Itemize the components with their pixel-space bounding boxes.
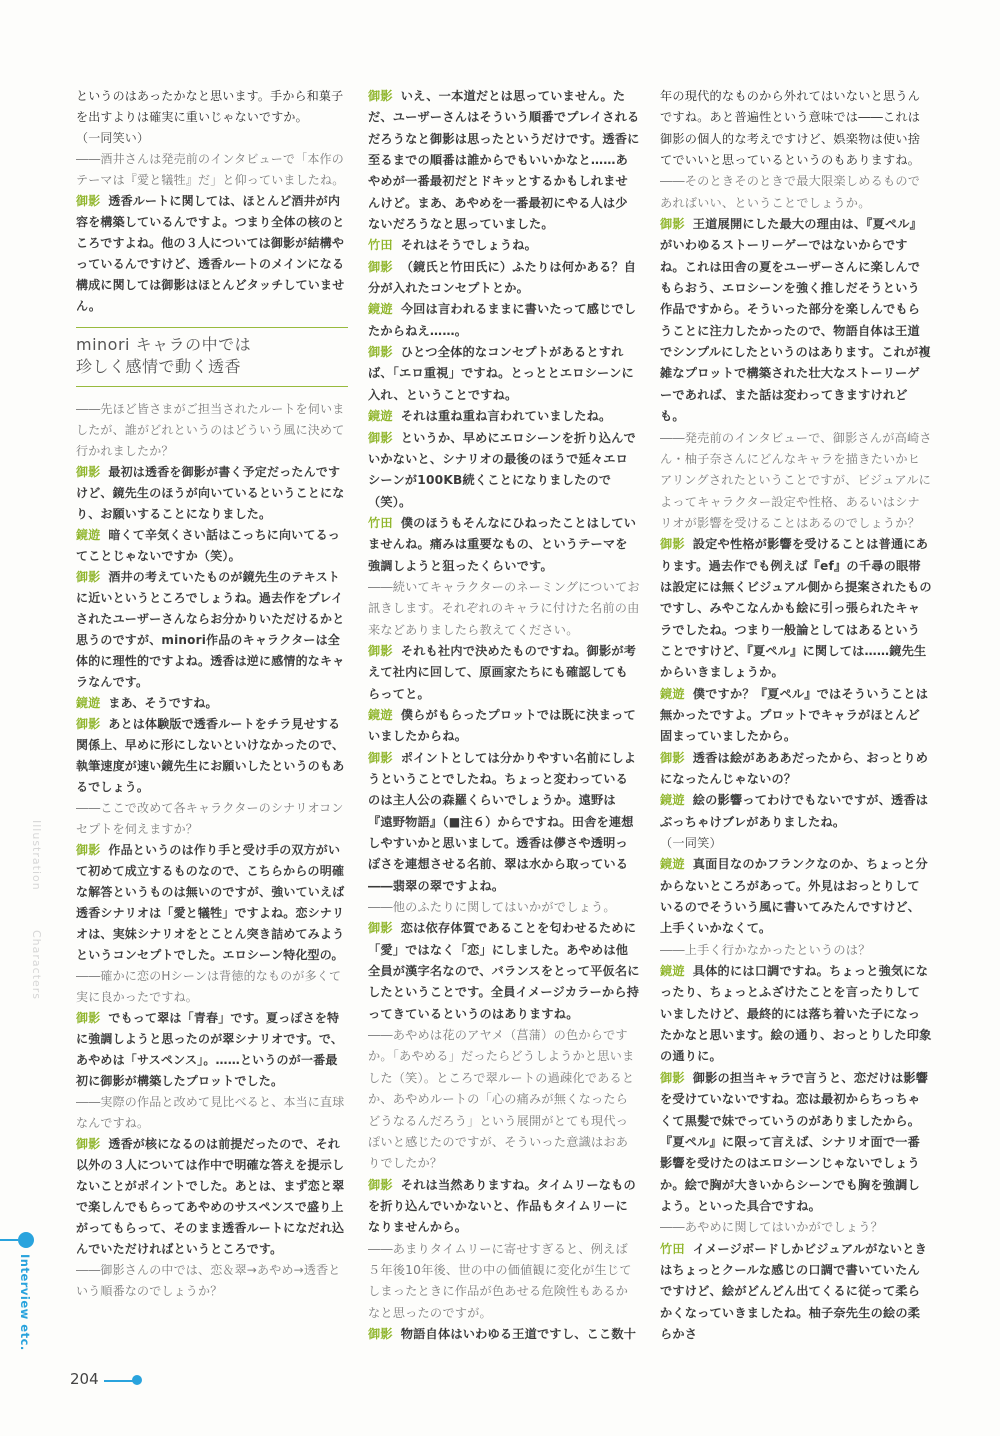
speaker-name: 御影 bbox=[368, 1326, 393, 1341]
speaker-text: 透香ルートに関しては、ほとんど酒井が内容を構築しているんですよ。つまり全体の核のところですよね。他の３人については御影が結構やっているんですけど、透香ルートのメインになる構成に関しては御影はほとんどタッチしていません。 bbox=[76, 194, 345, 313]
interviewer-question: ――続いてキャラクターのネーミングについてお訊きします。それぞれのキャラに付けた名前の由来などありましたら教えてください。 bbox=[368, 579, 640, 637]
speaker-text: 僕のほうもそんなにひねったことはしていませんね。痛みは重要なもの、というテーマを強調しようと狙ったくらいです。 bbox=[368, 515, 637, 573]
speaker-text: それは重ね重ね言われていましたね。 bbox=[400, 409, 612, 424]
interviewer-question: ――発売前のインタビューで、御影さんが高崎さん・柚子奈さんにどんなキャラを描きたいかヒアリングされたということですが、ビジュアルによってキャラクター設定や性格、あるいはシナリオが影響を受けることはあるのでしょうか？ bbox=[660, 430, 932, 530]
speaker-name: 鏡遊 bbox=[368, 302, 393, 317]
interviewer-question: ――あまりタイムリーに寄せすぎると、例えば５年後10年後、世の中の価値観に変化が生じてしまったときに作品が色あせる危険性もあるかなと思ったのですが。 bbox=[368, 1241, 632, 1320]
speaker-text: 今回は言われるままに書いたって感じでしたからねえ……。 bbox=[368, 302, 637, 338]
speaker-name: 鏡遊 bbox=[660, 964, 685, 979]
speaker-name: 鏡遊 bbox=[76, 696, 101, 710]
speaker-name: 鏡遊 bbox=[368, 707, 393, 722]
footer-line bbox=[104, 1380, 134, 1382]
speaker-name: 鏡遊 bbox=[660, 686, 685, 701]
speaker-text: 物語自体はいわゆる王道ですし、ここ数十 bbox=[400, 1326, 637, 1341]
interviewer-question: ――実際の作品と改めて見比べると、本当に直球なんですね。 bbox=[76, 1095, 345, 1130]
speaker-name: 御影 bbox=[660, 1070, 685, 1085]
speaker-text: それは当然ありますね。タイムリーなものを折り込んでいかないと、作品もタイムリーになりませんから。 bbox=[368, 1177, 636, 1235]
text-column-1 bbox=[76, 86, 348, 1302]
speaker-paragraph bbox=[660, 1239, 932, 1346]
page-number: 204 bbox=[70, 1370, 99, 1388]
interviewer-question: ――御影さんの中では、恋＆翠→あやめ→透香という順番なのでしょうか？ bbox=[76, 1263, 341, 1298]
speaker-text: まあ、そうですね。 bbox=[108, 696, 218, 710]
speaker-paragraph bbox=[368, 299, 640, 342]
speaker-paragraph bbox=[368, 918, 640, 1025]
speaker-paragraph bbox=[368, 235, 640, 256]
speaker-text: 透香が核になるのは前提だったので、それ以外の３人については作中で明確な答えを提示しないことがポイントでした。あとは、まず恋と翠で楽しんでもらってあやめのサスペンスで盛り上がってもらって、そのまま透香ルートになだれ込んでいただければというところです。 bbox=[76, 1137, 345, 1256]
speaker-paragraph bbox=[76, 191, 348, 317]
speaker-paragraph bbox=[368, 257, 640, 300]
speaker-name: 鏡遊 bbox=[660, 793, 685, 808]
speaker-paragraph bbox=[660, 854, 932, 939]
interviewer-question: ――先ほど皆さまがご担当されたルートを伺いましたが、誰がどれというのはどういう風に決めて行かれましたか？ bbox=[76, 402, 345, 458]
speaker-paragraph bbox=[368, 428, 640, 513]
section-heading-line: minori キャラの中では bbox=[76, 335, 252, 354]
speaker-paragraph bbox=[76, 693, 348, 714]
interviewer-question: ――上手く行かなかったというのは？ bbox=[660, 942, 871, 957]
speaker-name: 鏡遊 bbox=[76, 528, 101, 542]
speaker-paragraph bbox=[368, 86, 640, 235]
speaker-name: 御影 bbox=[76, 465, 101, 479]
footer-dot-icon bbox=[132, 1375, 142, 1385]
speaker-paragraph bbox=[660, 790, 932, 833]
speaker-text: 真面目なのかフランクなのか、ちょっと分からないところがあって。外見はおっとりしているのでそういう風に書いてみたんですけど、上手くいかなくて。 bbox=[660, 857, 928, 936]
speaker-text: 絵の影響ってわけでもないですが、透香はぶっちゃけブレがありましたね。 bbox=[660, 793, 929, 829]
speaker-paragraph bbox=[368, 513, 640, 577]
speaker-text: でもって翠は「青春」です。夏っぽさを特に強調しようと思ったのが翠シナリオです。で、あやめは「サスペンス」。……というのが一番最初に御影が構築したプロットでした。 bbox=[76, 1011, 344, 1088]
speaker-name: 御影 bbox=[368, 430, 393, 445]
speaker-name: 御影 bbox=[76, 843, 101, 857]
section-tab bbox=[12, 1232, 40, 1352]
speaker-paragraph bbox=[368, 1324, 640, 1345]
speaker-text: 僕ですか？『夏ペル』ではそういうことは無かったですよ。プロットでキャラがほとんど固まっていましたから。 bbox=[660, 686, 929, 744]
speaker-paragraph bbox=[660, 684, 932, 748]
speaker-text: ひとつ全体的なコンセプトがあるとすれば、「エロ重視」ですね。とっととエロシーンに入れ、ということですね。 bbox=[368, 345, 634, 402]
speaker-paragraph bbox=[660, 214, 932, 427]
tab-dot-icon bbox=[18, 1232, 34, 1248]
body-paragraph: というのはあったかなと思います。手から和菓子を出すよりは確実に重いじゃないですか。 bbox=[76, 89, 344, 124]
speaker-paragraph bbox=[76, 525, 348, 567]
speaker-name: 御影 bbox=[368, 259, 393, 274]
speaker-paragraph bbox=[76, 840, 348, 966]
speaker-text: 酒井の考えていたものが鏡先生のテキストに近いというところでしょうね。過去作をプレイされたユーザーさんならお分かりいただけるかと思うのですが、minori作品のキャラクターは全体的に理性的ですよね。透香は逆に感情的なキャラなんです。 bbox=[76, 570, 345, 689]
speaker-text: 恋は依存体質であることを匂わせるために「愛」ではなく「恋」にしました。あやめは他全員が漢字名なので、バランスをとって平仮名にしたということです。全員イメージカラーから持ってきているというのはありますね。 bbox=[368, 921, 640, 1021]
interviewer-question: ――酒井さんは発売前のインタビューで「本作のテーマは『愛と犠牲』だ」と仰っていましたね。 bbox=[76, 152, 345, 187]
speaker-paragraph bbox=[660, 961, 932, 1068]
speaker-text: 僕らがもらったプロットでは既に決まっていましたからね。 bbox=[368, 707, 636, 744]
speaker-text: 具体的には口調ですね。ちょっと強気になったり、ちょっとふざけたことを言ったりしていましたけど、最終的には落ち着いた子になったかなと思います。絵の通り、おっとりした印象の通りに。 bbox=[660, 964, 932, 1064]
speaker-text: 御影の担当キャラで言うと、恋だけは影響を受けていないですね。恋は最初からちっちゃくて黒髪で妹でっていうのがありましたから。『夏ペル』に限って言えば、シナリオ面で一番影響を受けたのはエロシーンじゃないでしょうか。絵で胸が大きいからシーンでも胸を強調しよう。といった具合ですね。 bbox=[660, 1070, 929, 1213]
speaker-text: 設定や性格が影響を受けることは普通にあります。過去作でも例えば『ef』の千尋の眼帯は設定には無くビジュアル側から提案されたものですし、みやこなんかも絵に引っ張られたキャラでしたね。つまり一般論としてはあるということですけど、『夏ペル』に関しては……鏡先生からいきましょうか。 bbox=[660, 537, 932, 680]
speaker-name: 御影 bbox=[660, 217, 685, 232]
speaker-text: 透香は絵があああだったから、おっとりめになったんじゃないの？ bbox=[660, 750, 929, 786]
speaker-text: それはそうでしょうね。 bbox=[400, 238, 538, 253]
speaker-name: 御影 bbox=[76, 717, 101, 731]
speaker-name: 御影 bbox=[660, 750, 685, 765]
interviewer-question: ――あやめに関してはいかがでしょう？ bbox=[660, 1220, 883, 1235]
speaker-paragraph bbox=[368, 705, 640, 748]
speaker-name: 鏡遊 bbox=[368, 409, 393, 424]
tab-line bbox=[0, 1239, 18, 1241]
speaker-name: 鏡遊 bbox=[660, 857, 685, 872]
speaker-text: 王道展開にした最大の理由は、『夏ペル』がいわゆるストーリーゲーではないからですね。これは田舎の夏をユーザーさんに楽しんでもらおう、エロシーンを強く推しだそうという作品ですから。そういった部分を楽しんでもらうことに注力したかったので、物語自体は王道でシンプルにしたというのはあります。これが複雑なプロットで構築された壮大なストーリーゲーであれば、また話は変わってきますけれども。 bbox=[660, 217, 931, 424]
speaker-text: ポイントとしては分かりやすい名前にしようということでしたね。ちょっと変わっているのは主人公の森羅くらいでしょうか。遠野は『遠野物語』（■注６）からですね。田舎を連想しやすいかと思いまして。透香は儚さや透明っぽさを連想させる名前、翠は水から取っている――翡翠の翠ですよね。 bbox=[368, 750, 637, 893]
speaker-name: 御影 bbox=[660, 537, 685, 552]
speaker-text: （鏡氏と竹田氏に）ふたりは何かある？自分が入れたコンセプトとか。 bbox=[368, 259, 637, 296]
body-paragraph: 年の現代的なものから外れてはいないと思うんですね。あと普遍性という意味では――これは御影の個人的な考えですけど、娯楽物は使い捨てでいいと思っているというのもありますね。 bbox=[660, 89, 921, 168]
section-heading bbox=[76, 327, 348, 387]
side-label-illustration: Illustration bbox=[30, 820, 43, 891]
speaker-text: イメージボードしかビジュアルがないときはちょっとクールな感じの口調で書いていたんですけど、絵がどんどん出てくるに従って柔らかくなっていきましたね。柚子奈先生の絵の柔らかさ bbox=[660, 1241, 928, 1341]
speaker-name: 御影 bbox=[76, 1137, 101, 1151]
speaker-paragraph bbox=[76, 1134, 348, 1260]
interviewer-question: ――そのときそのときで最大限楽しめるものであればいい、ということでしょうか。 bbox=[660, 174, 921, 210]
speaker-paragraph bbox=[76, 1008, 348, 1092]
text-column-3 bbox=[660, 86, 932, 1345]
speaker-paragraph bbox=[660, 748, 932, 791]
interviewer-question: ――他のふたりに関してはいかがでしょう。 bbox=[368, 900, 616, 915]
speaker-paragraph bbox=[76, 567, 348, 693]
speaker-name: 御影 bbox=[76, 1011, 101, 1025]
speaker-name: 御影 bbox=[368, 921, 393, 936]
speaker-name: 竹田 bbox=[368, 238, 393, 253]
speaker-name: 竹田 bbox=[660, 1241, 685, 1256]
speaker-text: いえ、一本道だとは思っていません。ただ、ユーザーさんはそういう順番でプレイされるだろうなと御影は思ったというだけです。透香に至るまでの順番は誰からでもいいかなと……あやめが一番最初だとドキッとするかもしれませんけど。まあ、あやめを一番最初にやる人は少ないだろうなと思っていました。 bbox=[368, 89, 640, 232]
speaker-name: 御影 bbox=[368, 750, 393, 765]
speaker-name: 御影 bbox=[368, 89, 393, 103]
speaker-text: 最初は透香を御影が書く予定だったんですけど、鏡先生のほうが向いているということになり、お願いすることになりました。 bbox=[76, 465, 345, 521]
speaker-text: というか、早めにエロシーンを折り込んでいかないと、シナリオの最後のほうで延々エロシーンが100KB続くことになりましたので（笑）。 bbox=[368, 430, 636, 509]
speaker-text: 作品というのは作り手と受け手の双方がいて初めて成立するものなので、こちらからの明確な解答というものは無いのですが、強いていえば透香シナリオは「愛と犠牲」ですよね。恋シナリオは、実妹シナリオをとことん突き詰めてみようというコンセプトでした。エロシーン特化型の。 bbox=[76, 843, 345, 962]
interviewer-question: ――あやめは花のアヤメ（菖蒲）の色からですか。「あやめる」だったらどうしようかと思いました（笑）。ところで翠ルートの過疎化であるとか、あやめルートの「心の痛みが無くなったらどうなるんだろう」という展開がとても現代っぽいと感じたのですが、そういった意識はおありでしたか？ bbox=[368, 1028, 635, 1171]
speaker-text: あとは体験版で透香ルートをチラ見せする関係上、早めに形にしないといけなかったので、執筆速度が速い鏡先生にお願いしたというのもあるでしょう。 bbox=[76, 717, 345, 794]
speaker-paragraph bbox=[368, 641, 640, 705]
speaker-name: 御影 bbox=[368, 345, 393, 360]
speaker-paragraph bbox=[368, 748, 640, 897]
speaker-name: 御影 bbox=[76, 570, 101, 584]
speaker-paragraph bbox=[368, 406, 640, 427]
speaker-paragraph bbox=[660, 534, 932, 683]
laughter-note: （一同笑） bbox=[660, 836, 722, 851]
speaker-name: 御影 bbox=[76, 194, 101, 208]
section-tab-label: Interview etc. bbox=[18, 1254, 32, 1351]
speaker-text: それも社内で決めたものですね。御影が考えて社内に回して、原画家たちにも確認してもらってと。 bbox=[368, 643, 637, 701]
speaker-paragraph bbox=[368, 342, 640, 406]
speaker-name: 御影 bbox=[368, 1177, 393, 1192]
speaker-paragraph bbox=[660, 1068, 932, 1217]
side-label-characters: Characters bbox=[30, 930, 43, 1001]
text-column-2 bbox=[368, 86, 640, 1345]
interviewer-question: ――ここで改めて各キャラクターのシナリオコンセプトを伺えますか？ bbox=[76, 801, 344, 836]
speaker-text: 暗くて辛気くさい話はこっちに向いてるってことじゃないですか（笑）。 bbox=[76, 528, 340, 563]
speaker-paragraph bbox=[76, 462, 348, 525]
speaker-name: 御影 bbox=[368, 643, 393, 658]
laughter-note: （一同笑い） bbox=[76, 131, 150, 145]
speaker-paragraph bbox=[368, 1175, 640, 1239]
section-heading-line: 珍しく感情で動く透香 bbox=[76, 357, 242, 376]
speaker-paragraph bbox=[76, 714, 348, 798]
interviewer-question: ――確かに恋のHシーンは背徳的なものが多くて実に良かったですね。 bbox=[76, 969, 342, 1004]
speaker-name: 竹田 bbox=[368, 515, 393, 530]
